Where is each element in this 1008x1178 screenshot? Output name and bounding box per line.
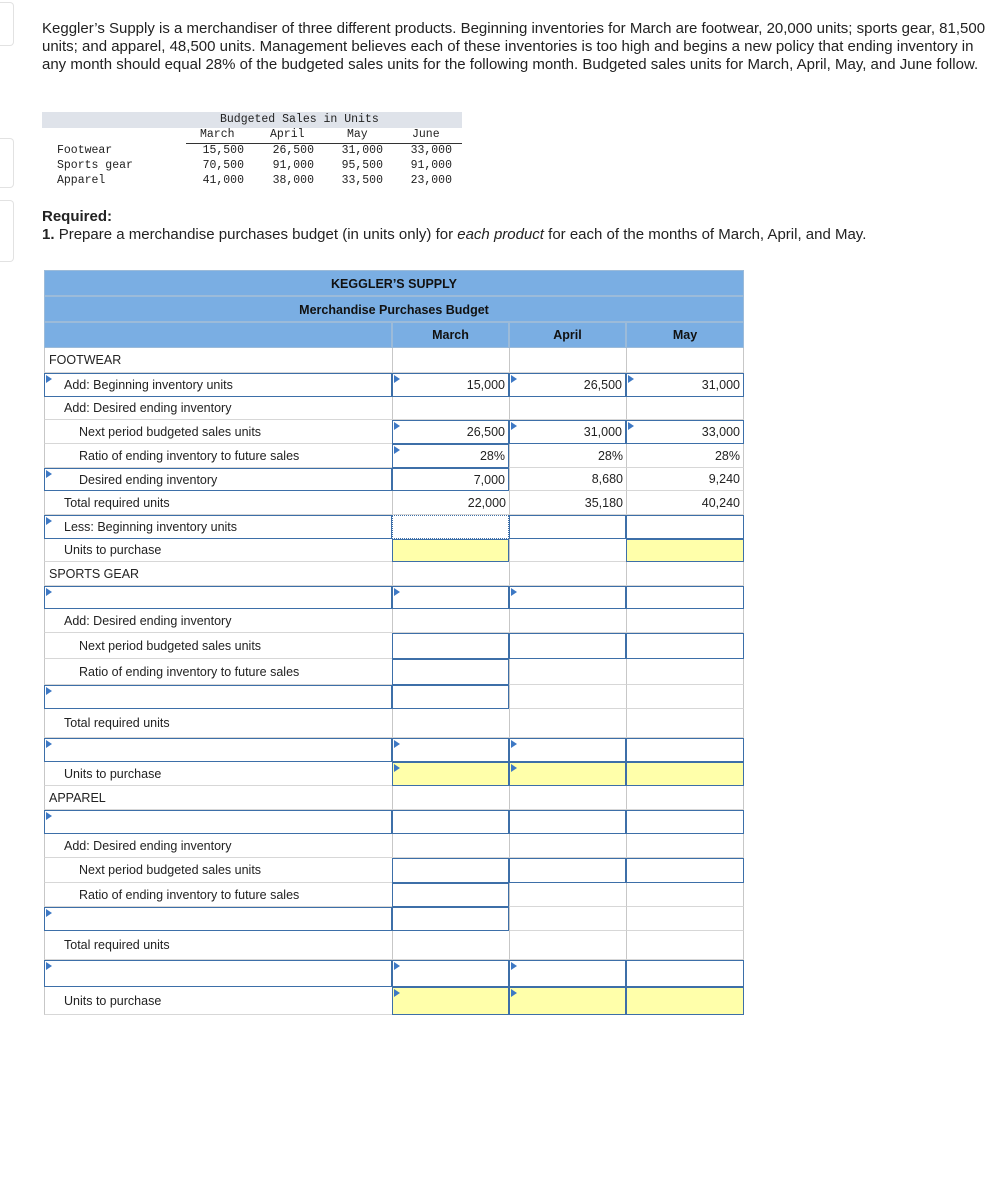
sales-value: 26,500: [272, 144, 314, 157]
input-cell[interactable]: [392, 907, 509, 931]
row-label: Units to purchase: [64, 993, 162, 1008]
required-text-emphasis: each product: [457, 226, 544, 243]
footwear-section-row: [44, 348, 744, 373]
input-cell[interactable]: [626, 960, 744, 987]
row-label: Ratio of ending inventory to future sales: [79, 664, 300, 679]
sales-value: 91,000: [272, 159, 314, 172]
empty-cell: [626, 685, 744, 709]
row-label-dropdown[interactable]: [44, 685, 392, 709]
sales-table-header: [42, 112, 462, 128]
row-label: Desired ending inventory: [79, 472, 218, 487]
section-label: SPORTS GEAR: [49, 566, 140, 581]
input-cell[interactable]: [626, 420, 744, 444]
empty-cell: [626, 348, 744, 373]
required-text-a: Prepare a merchandise purchases budget (in units only) for: [58, 226, 454, 243]
budgeted-sales-table: [42, 112, 462, 189]
cell-value: 8,680: [591, 472, 623, 486]
empty-cell: [392, 834, 509, 858]
sales-row-label: Footwear: [57, 144, 113, 157]
empty-cell: [392, 709, 509, 738]
input-cell[interactable]: [509, 633, 626, 659]
empty-cell: [626, 397, 744, 420]
sales-value: 70,500: [202, 159, 244, 172]
label-cell: [44, 539, 392, 562]
empty-cell: [392, 348, 509, 373]
empty-cell: [392, 397, 509, 420]
row-label: Add: Desired ending inventory: [64, 838, 232, 853]
apparel-beginning-row: [44, 810, 744, 834]
empty-cell: [392, 609, 509, 633]
apparel-section-row: [44, 786, 744, 810]
label-cell: [44, 762, 392, 786]
cell-value: 31,000: [583, 425, 622, 439]
row-label: Total required units: [64, 495, 170, 510]
empty-cell: [626, 709, 744, 738]
input-cell[interactable]: [509, 810, 626, 834]
value-cell: [392, 491, 509, 515]
cell-value: 28%: [479, 449, 505, 463]
sales-month: March: [200, 128, 235, 141]
row-label: Units to purchase: [64, 543, 162, 557]
sports-section-row: [44, 562, 744, 586]
empty-cell: [626, 931, 744, 960]
row-label: Ratio of ending inventory to future sales: [79, 887, 300, 902]
side-tab-middle[interactable]: [0, 138, 14, 188]
footwear-units-row: [44, 539, 744, 562]
label-cell: [44, 562, 392, 586]
label-cell: [44, 348, 392, 373]
answer-cell[interactable]: [392, 987, 509, 1015]
empty-cell: [626, 907, 744, 931]
empty-cell: [509, 907, 626, 931]
answer-cell[interactable]: [509, 762, 626, 786]
answer-cell[interactable]: [392, 762, 509, 786]
input-cell[interactable]: [392, 373, 509, 397]
label-cell: [44, 397, 392, 420]
section-label: FOOTWEAR: [49, 353, 122, 367]
col-april: April: [509, 322, 626, 348]
label-cell: [44, 786, 392, 810]
empty-cell: [626, 786, 744, 810]
input-cell[interactable]: [392, 810, 509, 834]
empty-cell: [626, 659, 744, 685]
sports-beginning-row: [44, 586, 744, 609]
apparel-ratio-row: [44, 883, 744, 907]
apparel-add-desired-row: [44, 834, 744, 858]
cell-value: 26,500: [583, 378, 622, 392]
cell-value: 26,500: [466, 425, 505, 439]
input-cell[interactable]: [392, 420, 509, 444]
required-text-b: for each of the months of March, April, and May.: [548, 226, 867, 243]
cell-value: 33,000: [701, 425, 740, 439]
empty-cell: [509, 562, 626, 586]
row-label: Total required units: [64, 716, 170, 730]
sales-value: 33,000: [410, 144, 452, 157]
empty-cell: [509, 931, 626, 960]
empty-cell: [509, 834, 626, 858]
row-label: Next period budgeted sales units: [79, 638, 262, 653]
apparel-units-row: [44, 987, 744, 1015]
empty-cell: [626, 834, 744, 858]
answer-cell[interactable]: [626, 539, 744, 562]
sales-month: May: [347, 128, 368, 141]
input-cell[interactable]: [392, 633, 509, 659]
sales-value: 15,500: [202, 144, 244, 157]
empty-cell: [509, 709, 626, 738]
empty-cell: [626, 609, 744, 633]
input-cell[interactable]: [509, 960, 626, 987]
row-label-dropdown[interactable]: [44, 373, 392, 397]
input-cell[interactable]: [509, 858, 626, 883]
footwear-next-period-row: [44, 420, 744, 444]
section-label: APPAREL: [49, 790, 106, 805]
sales-value: 33,500: [341, 174, 383, 187]
sports-units-row: [44, 762, 744, 786]
row-label: Next period budgeted sales units: [79, 863, 262, 877]
blank-header-cell: [44, 322, 392, 348]
sales-month: April: [270, 128, 305, 141]
value-cell: [509, 444, 626, 468]
empty-cell: [509, 883, 626, 907]
empty-cell: [509, 348, 626, 373]
sales-row-footwear: [42, 144, 462, 159]
cell-value: 28%: [597, 448, 623, 463]
required-item-1: [42, 226, 866, 244]
label-cell: [44, 834, 392, 858]
row-label-dropdown[interactable]: [44, 960, 392, 987]
empty-cell: [509, 685, 626, 709]
sales-value: 23,000: [410, 174, 452, 187]
row-label: Add: Beginning inventory units: [64, 378, 233, 392]
label-cell: [44, 491, 392, 515]
input-cell[interactable]: [392, 444, 509, 468]
sales-value: 91,000: [410, 159, 452, 172]
empty-cell: [626, 883, 744, 907]
value-cell: [626, 468, 744, 491]
apparel-less-row: [44, 960, 744, 987]
empty-cell: [509, 659, 626, 685]
cell-value: 7,000: [473, 472, 505, 487]
row-label: Next period budgeted sales units: [79, 424, 262, 439]
row-label: Ratio of ending inventory to future sales: [79, 448, 300, 463]
side-tab-bottom[interactable]: [0, 200, 14, 262]
label-cell: [44, 633, 392, 659]
label-cell: [44, 709, 392, 738]
empty-cell: [392, 931, 509, 960]
value-cell: [626, 444, 744, 468]
sales-row-apparel: [42, 174, 462, 189]
footwear-add-desired-row: [44, 397, 744, 420]
label-cell: [44, 931, 392, 960]
row-label-dropdown[interactable]: [44, 468, 392, 491]
empty-cell: [626, 562, 744, 586]
sales-row-label: Sports gear: [57, 159, 133, 172]
input-cell[interactable]: [392, 659, 509, 685]
sales-value: 41,000: [202, 174, 244, 187]
footwear-total-row: [44, 491, 744, 515]
row-label-dropdown[interactable]: [44, 907, 392, 931]
input-cell[interactable]: [392, 515, 509, 539]
input-cell[interactable]: [626, 373, 744, 397]
empty-cell: [509, 786, 626, 810]
sports-desired-row: [44, 685, 744, 709]
input-cell[interactable]: [509, 586, 626, 609]
input-cell[interactable]: [626, 738, 744, 762]
empty-cell: [509, 609, 626, 633]
input-cell[interactable]: [626, 586, 744, 609]
cell-value: 35,180: [584, 495, 623, 510]
row-label: Add: Desired ending inventory: [64, 401, 232, 415]
footwear-less-row: [44, 515, 744, 539]
sales-value: 31,000: [341, 144, 383, 157]
col-march: March: [392, 322, 509, 348]
empty-cell: [509, 539, 626, 562]
input-cell[interactable]: [392, 468, 509, 491]
side-tab-top[interactable]: [0, 2, 14, 46]
budget-title: Merchandise Purchases Budget: [299, 303, 489, 317]
company-name: KEGGLER’S SUPPLY: [331, 277, 457, 291]
cell-value: 9,240: [708, 472, 740, 486]
sports-ratio-row: [44, 659, 744, 685]
sports-next-period-row: [44, 633, 744, 659]
label-cell: [44, 883, 392, 907]
sales-month: June: [412, 128, 440, 141]
required-block: [42, 208, 866, 244]
input-cell[interactable]: [392, 586, 509, 609]
cell-value: 31,000: [701, 378, 740, 392]
empty-cell: [392, 786, 509, 810]
cell-value: 22,000: [467, 495, 506, 510]
label-cell: [44, 987, 392, 1015]
value-cell: [509, 468, 626, 491]
budget-column-header: [44, 322, 744, 348]
sales-table-caption: Budgeted Sales in Units: [220, 113, 379, 126]
input-cell[interactable]: [509, 738, 626, 762]
input-cell[interactable]: [509, 515, 626, 539]
cell-value: 28%: [714, 448, 740, 463]
label-cell: [44, 609, 392, 633]
row-label: Units to purchase: [64, 766, 162, 781]
sports-total-row: [44, 709, 744, 738]
input-cell[interactable]: [626, 515, 744, 539]
sales-row-sports-gear: [42, 159, 462, 174]
required-number: 1.: [42, 226, 55, 243]
apparel-next-period-row: [44, 858, 744, 883]
sales-value: 38,000: [272, 174, 314, 187]
value-cell: [626, 491, 744, 515]
label-cell: [44, 858, 392, 883]
budget-company-header: [44, 270, 744, 296]
empty-cell: [392, 562, 509, 586]
row-label-dropdown[interactable]: [44, 586, 392, 609]
sales-value: 95,500: [341, 159, 383, 172]
input-cell[interactable]: [392, 738, 509, 762]
input-cell[interactable]: [626, 858, 744, 883]
label-cell: [44, 444, 392, 468]
row-label: Add: Desired ending inventory: [64, 613, 232, 628]
cell-value: 15,000: [466, 378, 505, 392]
label-cell: [44, 420, 392, 444]
row-label: Less: Beginning inventory units: [64, 520, 238, 534]
cell-value: 40,240: [701, 495, 740, 510]
input-cell[interactable]: [392, 883, 509, 907]
apparel-desired-row: [44, 907, 744, 931]
col-may: May: [626, 322, 744, 348]
empty-cell: [509, 397, 626, 420]
input-cell[interactable]: [392, 960, 509, 987]
input-cell[interactable]: [392, 858, 509, 883]
row-label-dropdown[interactable]: [44, 810, 392, 834]
row-label-dropdown[interactable]: [44, 738, 392, 762]
footwear-ratio-row: [44, 444, 744, 468]
input-cell[interactable]: [626, 810, 744, 834]
footwear-beginning-row: [44, 373, 744, 397]
answer-cell[interactable]: [509, 987, 626, 1015]
row-label: Total required units: [64, 938, 170, 952]
required-heading: Required:: [42, 208, 113, 225]
sales-row-label: Apparel: [57, 174, 106, 187]
footwear-desired-row: [44, 468, 744, 491]
input-cell[interactable]: [392, 685, 509, 709]
value-cell: [509, 491, 626, 515]
problem-intro: Keggler’s Supply is a merchandiser of three different products. Beginning inventories for March are footwear, 20,000 units; sports gear, 81,500 units; and apparel, 48,500 units. Management believes each of these inventories is too high and begins a new policy that ending inventory in any month should equal 28% of the budgeted sales units for the following month. Budgeted sales units for March, April, May, and June follow.: [42, 20, 986, 73]
label-cell: [44, 659, 392, 685]
input-cell[interactable]: [509, 373, 626, 397]
apparel-total-row: [44, 931, 744, 960]
sales-month-header: [186, 128, 462, 144]
row-label-dropdown[interactable]: [44, 515, 392, 539]
sports-add-desired-row: [44, 609, 744, 633]
budget-title-header: [44, 296, 744, 322]
input-cell[interactable]: [626, 633, 744, 659]
sports-less-row: [44, 738, 744, 762]
answer-cell[interactable]: [626, 762, 744, 786]
input-cell[interactable]: [509, 420, 626, 444]
answer-cell[interactable]: [626, 987, 744, 1015]
answer-cell[interactable]: [392, 539, 509, 562]
